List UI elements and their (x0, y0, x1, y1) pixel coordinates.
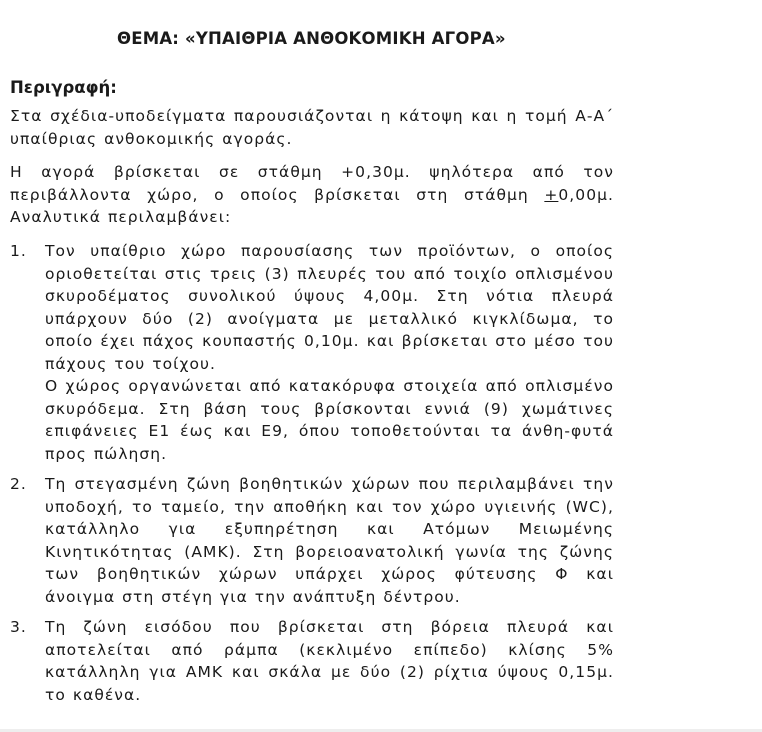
list-item-text (45, 616, 614, 706)
list-item-number: 1. (10, 242, 27, 260)
intro-paragraph: Στα σχέδια-υποδείγματα παρουσιάζονται η κάτοψη και η τομή Α-Α΄ υπαίθριας ανθοκομικής αγοράς. (10, 107, 614, 148)
plus-minus-sign: + (544, 185, 559, 204)
list-item-number: 3. (10, 618, 27, 636)
list-item (10, 240, 614, 465)
components-list (10, 240, 614, 706)
list-item-paragraph: Ο χώρος οργανώνεται από κατακόρυφα στοιχεία από οπλισμένο σκυρόδεμα. Στη βάση τους βρίσκονται εννιά (9) χωμάτινες επιφάνειες Ε1 έως και Ε9, όπου τοποθετούνται τα άνθη-φυτά προς πώληση. (45, 377, 614, 463)
list-item-paragraph: Τον υπαίθριο χώρο παρουσίασης των προϊόντων, ο οποίος οριοθετείται στις τρεις (3) πλευρές του από τοιχίο οπλισμένου σκυροδέματος συνολικού ύψους 4,00μ. Στη νότια πλευρά υπάρχουν δύο (2) ανοίγματα με μεταλλικό κιγκλίδωμα, το οποίο έχει πάχος κουπαστής 0,10μ. και βρίσκεται στο μέσο του πάχους του τοίχου. (45, 242, 614, 373)
list-item-paragraph: Τη ζώνη εισόδου που βρίσκεται στη βόρεια πλευρά και αποτελείται από ράμπα (κεκλιμένο επίπεδο) κλίσης 5% κατάλληλη για ΑΜΚ και σκάλα με δύο (2) ρίχτια ύψους 0,15μ. το καθένα. (45, 618, 614, 704)
list-item-text (45, 473, 614, 608)
list-item-paragraph: Τη στεγασμένη ζώνη βοηθητικών χώρων που περιλαμβάνει την υποδοχή, το ταμείο, την αποθήκη και τον χώρο υγιεινής (WC), κατάλληλο για εξυπηρέτηση και Ατόμων Μειωμένης Κινητικότητας (ΑΜΚ). Στη βορειοανατολική γωνία της ζώνης των βοηθητικών χώρων υπάρχει χώρος φύτευσης Φ και άνοιγμα στη στέγη για την ανάπτυξη δέντρου. (45, 475, 614, 606)
list-item (10, 616, 614, 706)
list-item-text (45, 240, 614, 465)
elevation-text-after: 0,00μ. Αναλυτικά περιλαμβάνει: (10, 185, 614, 226)
section-heading-description: Περιγραφή: (10, 78, 117, 97)
list-item-number: 2. (10, 475, 27, 493)
list-item (10, 473, 614, 608)
elevation-paragraph (10, 161, 614, 229)
document-title: ΘΕΜΑ: «ΥΠΑΙΘΡΙΑ ΑΝΘΟΚΟΜΙΚΗ ΑΓΟΡΑ» (117, 29, 506, 48)
elevation-text-before: Η αγορά βρίσκεται σε στάθμη +0,30μ. ψηλότερα από τον περιβάλλοντα χώρο, ο οποίος βρίσκεται στη στάθμη (10, 163, 614, 204)
